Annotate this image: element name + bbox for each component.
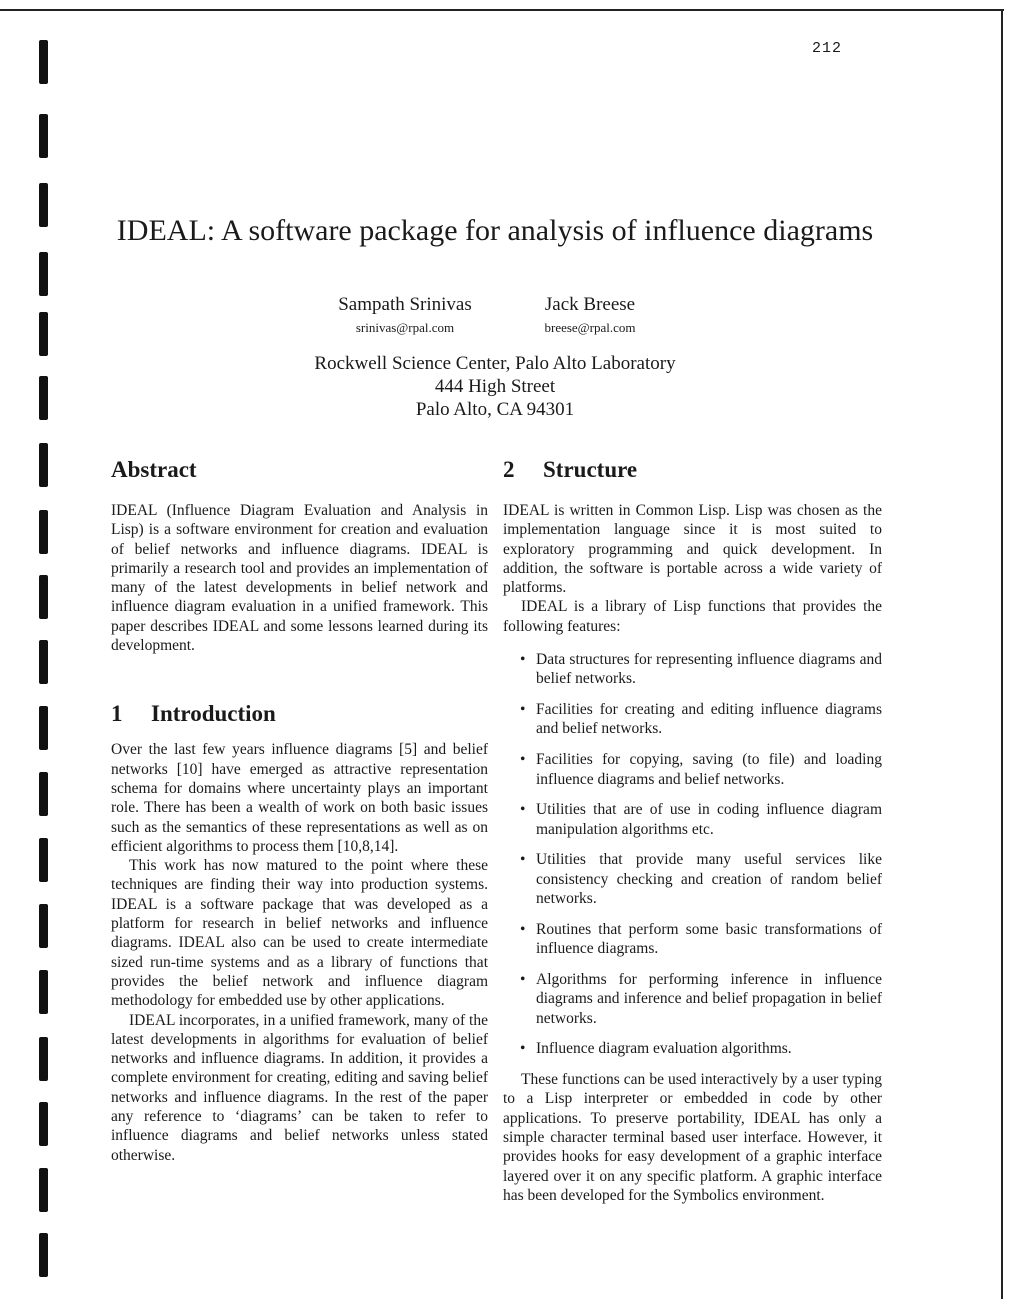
punch-mark bbox=[39, 1168, 48, 1212]
left-column bbox=[111, 456, 488, 1165]
punch-mark bbox=[39, 640, 48, 684]
list-item bbox=[503, 1039, 882, 1058]
list-item bbox=[503, 750, 882, 789]
punch-mark bbox=[39, 114, 48, 158]
punch-mark bbox=[39, 443, 48, 487]
page-number: 212 bbox=[812, 40, 843, 57]
punch-mark bbox=[39, 575, 48, 619]
author-email: breese@rpal.com bbox=[544, 320, 636, 335]
punch-mark bbox=[39, 40, 48, 84]
punch-mark bbox=[39, 838, 48, 882]
section-title: Introduction bbox=[151, 701, 276, 727]
feature-text: Influence diagram evaluation algorithms. bbox=[536, 1040, 792, 1058]
affiliation bbox=[0, 352, 990, 421]
bullet-icon: • bbox=[520, 751, 526, 769]
author-name: Sampath Srinivas bbox=[338, 294, 472, 315]
author-block bbox=[300, 294, 510, 336]
list-item bbox=[503, 850, 882, 908]
paper-title: IDEAL: A software package for analysis of influence diagrams bbox=[116, 214, 874, 247]
punch-mark bbox=[39, 1233, 48, 1277]
bullet-icon: • bbox=[520, 851, 526, 869]
punch-mark bbox=[39, 252, 48, 296]
list-item bbox=[503, 700, 882, 739]
list-item bbox=[503, 970, 882, 1028]
feature-text: Utilities that provide many useful services like consistency checking and creation of random belief networks. bbox=[536, 851, 882, 908]
feature-text: Utilities that are of use in coding influence diagram manipulation algorithms etc. bbox=[536, 801, 882, 838]
punch-mark bbox=[39, 1037, 48, 1081]
list-item bbox=[503, 800, 882, 839]
author-block bbox=[500, 294, 680, 336]
punch-mark bbox=[39, 772, 48, 816]
bullet-icon: • bbox=[520, 920, 526, 938]
bullet-icon: • bbox=[520, 1040, 526, 1058]
intro-paragraph: This work has now matured to the point where these techniques are finding their way into production systems. IDEAL is a software package that was developed as a platform for research in belief networks and influence diagrams. IDEAL also can be used to create intermediate sized run-time systems and as a library of functions that provides the belief network and influence diagram methodology for embedded use by other applications. bbox=[111, 857, 488, 1010]
bullet-icon: • bbox=[520, 701, 526, 719]
intro-paragraph: IDEAL incorporates, in a unified framework, many of the latest developments in algorithms for evaluation of belief networks and influence diagrams. In addition, it provides a complete environment for creating, editing and saving belief networks and influence diagrams. In the rest of the paper any reference to ‘diagrams’ can be taken to refer to influence diagrams and belief networks unless stated otherwise. bbox=[111, 1011, 488, 1164]
structure-paragraph: IDEAL is written in Common Lisp. Lisp was chosen as the implementation language since it is most suited to exploratory programming and quick development. In addition, the software is portable across a wide variety of platforms. bbox=[503, 502, 882, 597]
feature-text: Data structures for representing influence diagrams and belief networks. bbox=[536, 651, 882, 688]
bullet-icon: • bbox=[520, 651, 526, 669]
feature-text: Routines that perform some basic transformations of influence diagrams. bbox=[536, 920, 882, 958]
bullet-icon: • bbox=[520, 801, 526, 819]
punch-mark bbox=[39, 1102, 48, 1146]
intro-paragraph: Over the last few years influence diagrams [5] and belief networks [10] have emerged as attractive representation schema for domains where uncertainty plays an important role. There has been a wealth of work on both basic issues such as the semantics of these representations as well as on efficient algorithms to process them [10,8,14]. bbox=[111, 741, 488, 855]
structure-heading bbox=[503, 456, 882, 496]
abstract-text: IDEAL (Influence Diagram Evaluation and Analysis in Lisp) is a software environment for creation and evaluation of belief networks and influence diagrams. IDEAL is primarily a research tool and provides an implementation of many of the latest developments in belief network and influence diagram evaluation in a unified framework. This paper describes IDEAL and some lessons learned during its development. bbox=[111, 502, 488, 655]
punch-mark bbox=[39, 312, 48, 356]
binder-punch-marks bbox=[39, 0, 51, 1309]
feature-text: Facilities for copying, saving (to file) and loading influence diagrams and belief networks. bbox=[536, 751, 882, 788]
affiliation-line: 444 High Street bbox=[434, 376, 556, 397]
punch-mark bbox=[39, 510, 48, 554]
punch-mark bbox=[39, 970, 48, 1014]
affiliation-line: Palo Alto, CA 94301 bbox=[415, 399, 575, 420]
list-item bbox=[503, 650, 882, 689]
punch-mark bbox=[39, 706, 48, 750]
right-column bbox=[503, 456, 882, 1205]
affiliation-line: Rockwell Science Center, Palo Alto Laboratory bbox=[314, 353, 676, 374]
introduction-heading bbox=[111, 700, 488, 740]
section-title: Structure bbox=[543, 457, 638, 482]
abstract-heading bbox=[111, 456, 488, 496]
bullet-icon: • bbox=[520, 970, 526, 988]
top-border-rule bbox=[0, 9, 1004, 11]
feature-list bbox=[503, 650, 882, 1059]
section-number: 1 bbox=[111, 701, 123, 727]
right-border-rule bbox=[1001, 9, 1003, 1299]
feature-text: Algorithms for performing inference in influence diagrams and inference and belief propagation in belief networks. bbox=[536, 970, 882, 1027]
list-item bbox=[503, 920, 882, 959]
punch-mark bbox=[39, 904, 48, 948]
author-name: Jack Breese bbox=[544, 294, 636, 315]
feature-text: Facilities for creating and editing influence diagrams and belief networks. bbox=[536, 701, 882, 738]
abstract-heading-label: Abstract bbox=[111, 457, 197, 482]
section-number: 2 bbox=[503, 457, 515, 482]
structure-paragraph: These functions can be used interactively by a user typing to a Lisp interpreter or embedded in code by other applications. To preserve portability, IDEAL has only a simple character terminal based user interface. However, it provides hooks for easy development of a graphic interface layered over it on any specific platform. A graphic interface has been developed for the Symbolics environment. bbox=[503, 1071, 882, 1204]
structure-paragraph: IDEAL is a library of Lisp functions that provides the following features: bbox=[503, 598, 882, 635]
author-email: srinivas@rpal.com bbox=[355, 320, 455, 335]
